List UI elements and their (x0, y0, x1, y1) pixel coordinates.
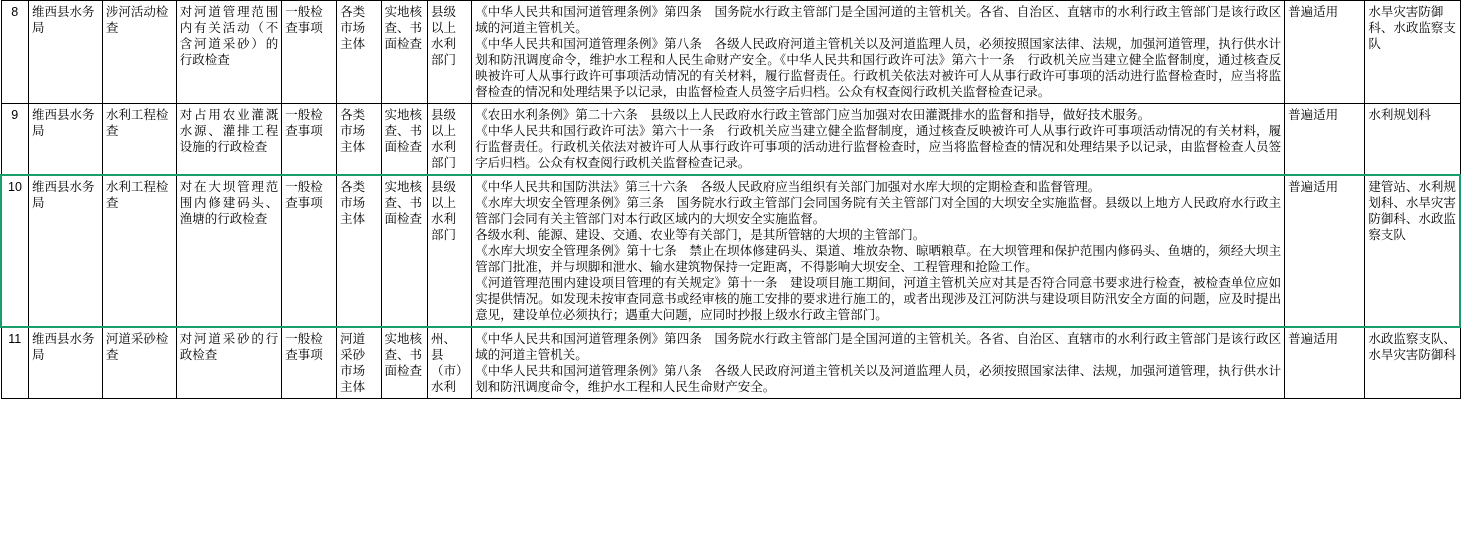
cell-subject: 各类市场主体 (337, 104, 381, 176)
cell-method: 实地核查、书面检查 (381, 1, 427, 104)
cell-item-name: 水利工程检查 (102, 104, 176, 176)
cell-item-content: 对占用农业灌溉水源、灌排工程设施的行政检查 (176, 104, 282, 176)
cell-responsible-unit: 水旱灾害防御科、水政监察支队 (1365, 1, 1460, 104)
legal-basis-paragraph: 《水库大坝安全管理条例》第十七条 禁止在坝体修建码头、渠道、堆放杂物、晾晒粮草。在大坝管理和保护范围内修码头、鱼塘的，须经大坝主管部门批准，并与坝脚和泄水、输水建筑物保持一定距离，不得影响大坝安全、工程管理和抢险工作。 (475, 244, 1282, 274)
legal-basis-paragraph: 各级水利、能源、建设、交通、农业等有关部门，是其所管辖的大坝的主管部门。 (475, 228, 926, 242)
cell-organization: 维西县水务局 (28, 327, 102, 399)
cell-item-type: 一般检查事项 (282, 175, 337, 327)
cell-organization: 维西县水务局 (28, 104, 102, 176)
cell-item-content: 对在大坝管理范围内修建码头、渔塘的行政检查 (176, 175, 282, 327)
cell-department: 县级以上水利部门 (427, 104, 471, 176)
table-row-selected (1, 175, 1460, 327)
cell-item-type: 一般检查事项 (282, 104, 337, 176)
cell-responsible-unit: 建管站、水利规划科、水旱灾害防御科、水政监察支队 (1365, 175, 1460, 327)
cell-legal-basis (472, 1, 1285, 104)
cell-responsible-unit: 水利规划科 (1365, 104, 1460, 176)
legal-basis-paragraph: 《中华人民共和国河道管理条例》第八条 各级人民政府河道主管机关以及河道监理人员，必须按照国家法律、法规，加强河道管理，执行供水计划和防汛调度命令，维护水工程和人民生命财产安全。 (475, 364, 1282, 394)
cell-method: 实地核查、书面检查 (381, 175, 427, 327)
cell-item-name: 水利工程检查 (102, 175, 176, 327)
cell-legal-basis (472, 327, 1285, 399)
cell-organization: 维西县水务局 (28, 1, 102, 104)
cell-subject: 各类市场主体 (337, 1, 381, 104)
cell-item-content: 对河道管理范围内有关活动（不含河道采砂）的行政检查 (176, 1, 282, 104)
cell-legal-basis (472, 175, 1285, 327)
table-row (1, 104, 1460, 176)
table-row (1, 1, 1460, 104)
cell-department: 州、县（市）水利 (427, 327, 471, 399)
legal-basis-paragraph: 《水库大坝安全管理条例》第三条 国务院水行政主管部门会同国务院有关主管部门对全国的大坝安全实施监督。县级以上地方人民政府水行政主管部门会同有关主管部门对本行政区域内的大坝安全实施监督。 (475, 196, 1282, 226)
table-row (1, 327, 1460, 399)
row-number: 11 (1, 327, 28, 399)
legal-basis-paragraph: 《农田水利条例》第二十六条 县级以上人民政府水行政主管部门应当加强对农田灌溉排水的监督和指导，做好技术服务。 (475, 108, 1151, 122)
cell-scope: 普遍适用 (1285, 175, 1365, 327)
legal-basis-paragraph: 《中华人民共和国防洪法》第三十六条 各级人民政府应当组织有关部门加强对水库大坝的定期检查和监督管理。 (475, 180, 1101, 194)
cell-subject: 河道采砂市场主体 (337, 327, 381, 399)
cell-scope: 普遍适用 (1285, 327, 1365, 399)
cell-department: 县级以上水利部门 (427, 175, 471, 327)
cell-item-name: 河道采砂检查 (102, 327, 176, 399)
cell-item-name: 涉河活动检查 (102, 1, 176, 104)
cell-item-type: 一般检查事项 (282, 1, 337, 104)
cell-item-type: 一般检查事项 (282, 327, 337, 399)
cell-legal-basis (472, 104, 1285, 176)
cell-department: 县级以上水利部门 (427, 1, 471, 104)
cell-organization: 维西县水务局 (28, 175, 102, 327)
cell-subject: 各类市场主体 (337, 175, 381, 327)
legal-basis-paragraph: 《中华人民共和国河道管理条例》第四条 国务院水行政主管部门是全国河道的主管机关。各省、自治区、直辖市的水利行政主管部门是该行政区域的河道主管机关。 (475, 5, 1282, 35)
cell-responsible-unit: 水政监察支队、水旱灾害防御科 (1365, 327, 1460, 399)
cell-scope: 普遍适用 (1285, 104, 1365, 176)
legal-basis-paragraph: 《河道管理范围内建设项目管理的有关规定》第十一条 建设项目施工期间，河道主管机关应对其是否符合同意书要求进行检查，被检查单位应如实提供情况。如发现未按审查同意书或经审核的施工安排的要求进行施工的，或者出现涉及江河防洪与建设项目防汛安全方面的问题，应及时提出意见，建设单位必须执行；遇重大问题，应同时抄报上级水行政主管部门。 (475, 276, 1282, 322)
row-number: 10 (1, 175, 28, 327)
cell-method: 实地核查、书面检查 (381, 327, 427, 399)
cell-item-content: 对河道采砂的行政检查 (176, 327, 282, 399)
cell-method: 实地核查、书面检查 (381, 104, 427, 176)
legal-basis-paragraph: 《中华人民共和国河道管理条例》第八条 各级人民政府河道主管机关以及河道监理人员，必须按照国家法律、法规，加强河道管理，执行供水计划和防汛调度命令，维护水工程和人民生命财产安全。《中华人民共和国行政许可法》第六十一条 行政机关应当建立健全监督制度，通过核查反映被许可人从事行政许可事项活动情况的有关材料，履行监督责任。行政机关依法对被许可人从事行政许可事项的活动进行监督检查时，应当将监督检查的情况和处理结果予以记录，由监督检查人员签字后归档。公众有权查阅行政机关监督检查记录。 (475, 37, 1282, 99)
legal-basis-paragraph: 《中华人民共和国行政许可法》第六十一条 行政机关应当建立健全监督制度，通过核查反映被许可人从事行政许可事项活动情况的有关材料，履行监督责任。行政机关依法对被许可人从事行政许可事项的活动进行监督检查时，应当将监督检查的情况和处理结果予以记录，由监督检查人员签字后归档。公众有权查阅行政机关监督检查记录。 (475, 124, 1282, 170)
row-number: 8 (1, 1, 28, 104)
legal-basis-paragraph: 《中华人民共和国河道管理条例》第四条 国务院水行政主管部门是全国河道的主管机关。各省、自治区、直辖市的水利行政主管部门是该行政区域的河道主管机关。 (475, 332, 1282, 362)
cell-scope: 普遍适用 (1285, 1, 1365, 104)
row-number: 9 (1, 104, 28, 176)
